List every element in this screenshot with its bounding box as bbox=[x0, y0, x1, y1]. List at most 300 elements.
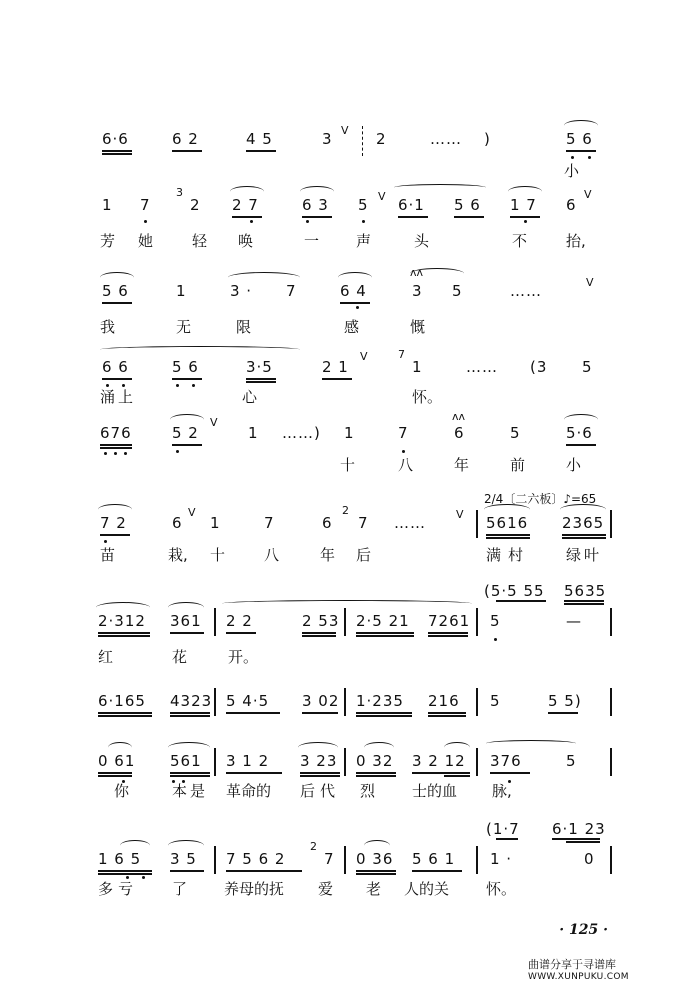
lyric: 八 bbox=[398, 456, 414, 474]
staff-line-9 bbox=[0, 752, 680, 824]
underline bbox=[428, 715, 466, 717]
underline bbox=[98, 873, 152, 875]
barline bbox=[476, 608, 478, 636]
lyric: 本 bbox=[172, 782, 188, 800]
underline bbox=[246, 381, 276, 383]
note: 6 bbox=[454, 424, 465, 442]
underline bbox=[302, 632, 336, 634]
barline bbox=[214, 748, 216, 776]
underline bbox=[300, 772, 340, 774]
note: 3 bbox=[412, 282, 423, 300]
underline bbox=[566, 444, 596, 446]
note-group: 2365 bbox=[562, 514, 605, 532]
trill-mark: ʌʌ bbox=[452, 410, 466, 423]
close-paren: ) bbox=[484, 130, 491, 148]
lyric: 前 bbox=[510, 456, 526, 474]
staff-line-7 bbox=[0, 582, 680, 684]
underline bbox=[170, 715, 210, 717]
octave-dot bbox=[144, 220, 147, 223]
note-group: 4323 bbox=[170, 692, 213, 710]
underline bbox=[170, 632, 204, 634]
note: 1 · bbox=[490, 850, 513, 868]
lyric: 苗 bbox=[100, 546, 116, 564]
underline bbox=[98, 635, 150, 637]
underline bbox=[428, 632, 468, 634]
note: 1 bbox=[176, 282, 187, 300]
underline bbox=[98, 712, 152, 714]
note-group: (1·7 bbox=[486, 820, 520, 838]
grace-note: 2 bbox=[342, 504, 350, 517]
barline bbox=[214, 846, 216, 874]
note-group: 216 bbox=[428, 692, 460, 710]
slur bbox=[222, 600, 472, 607]
lyric: 怀。 bbox=[486, 880, 517, 898]
note-group: 6·6 bbox=[102, 130, 129, 148]
watermark-title: 曲谱分享于寻谱库 bbox=[528, 958, 616, 971]
underline bbox=[490, 772, 530, 774]
barline bbox=[344, 608, 346, 636]
lyric: 怀。 bbox=[412, 388, 443, 406]
lyric: 年 bbox=[320, 546, 336, 564]
underline bbox=[340, 302, 370, 304]
slur bbox=[338, 272, 372, 283]
underline bbox=[98, 772, 132, 774]
ellipsis: …… bbox=[430, 130, 462, 148]
slur bbox=[564, 414, 598, 425]
barline bbox=[610, 846, 612, 874]
lyric: 代 bbox=[320, 782, 336, 800]
octave-dot bbox=[306, 220, 309, 223]
note: 7 bbox=[286, 282, 297, 300]
note-group: 5635 bbox=[564, 582, 607, 600]
slur bbox=[394, 184, 486, 191]
watermark-url: WWW.XUNPUKU.COM bbox=[528, 972, 629, 982]
note-group: 361 bbox=[170, 612, 202, 630]
lyric: 人的关 bbox=[404, 880, 450, 898]
underline bbox=[170, 772, 210, 774]
octave-dot bbox=[104, 452, 107, 455]
octave-dot bbox=[114, 452, 117, 455]
slur bbox=[100, 272, 134, 283]
underline bbox=[302, 216, 332, 218]
note: 7 bbox=[324, 850, 335, 868]
lyric: 抬, bbox=[566, 232, 586, 250]
lyric: 芳 bbox=[100, 232, 116, 250]
lyric: 小 bbox=[564, 162, 580, 180]
underline bbox=[486, 534, 530, 536]
slur bbox=[100, 346, 300, 353]
note-group: 3 23 bbox=[300, 752, 338, 770]
lyric: 年 bbox=[454, 456, 470, 474]
slur bbox=[560, 504, 606, 515]
lyric: 后 bbox=[356, 546, 372, 564]
note-group: 1·235 bbox=[356, 692, 404, 710]
note-group: 2 1 bbox=[322, 358, 349, 376]
barline bbox=[214, 688, 216, 716]
underline bbox=[172, 378, 202, 380]
note: 6 bbox=[566, 196, 577, 214]
slur bbox=[364, 742, 394, 753]
lyric: 满 bbox=[486, 546, 502, 564]
barline bbox=[476, 748, 478, 776]
slur bbox=[484, 504, 530, 515]
note: 5 bbox=[510, 424, 521, 442]
underline bbox=[102, 302, 132, 304]
note-group: 2·312 bbox=[98, 612, 146, 630]
note: 7 bbox=[358, 514, 369, 532]
staff-line-5 bbox=[0, 410, 680, 496]
slur bbox=[508, 186, 542, 197]
underline bbox=[98, 870, 152, 872]
slur bbox=[228, 272, 300, 283]
note-group: 3 · bbox=[230, 282, 253, 300]
underline bbox=[98, 632, 150, 634]
underline bbox=[322, 378, 352, 380]
note-group: 2 2 bbox=[226, 612, 253, 630]
note-group: 5 5) bbox=[548, 692, 582, 710]
underline bbox=[444, 775, 470, 777]
breath-mark: V bbox=[360, 350, 368, 363]
lyric: 限 bbox=[236, 318, 252, 336]
slur bbox=[108, 742, 132, 753]
lyric: 后 bbox=[300, 782, 316, 800]
note: 5 bbox=[582, 358, 593, 376]
underline bbox=[226, 712, 280, 714]
underline bbox=[412, 772, 470, 774]
slur bbox=[96, 602, 150, 613]
underline bbox=[356, 632, 414, 634]
barline bbox=[610, 608, 612, 636]
note-group: 5 6 bbox=[102, 282, 129, 300]
note: 5 bbox=[358, 196, 369, 214]
octave-dot bbox=[362, 220, 365, 223]
underline bbox=[98, 775, 132, 777]
barline bbox=[610, 688, 612, 716]
lyric: 感 bbox=[344, 318, 360, 336]
barline bbox=[476, 846, 478, 874]
lyric: 烈 bbox=[360, 782, 376, 800]
lyric: 一 bbox=[304, 232, 320, 250]
page-number: · 125 · bbox=[559, 922, 608, 938]
staff-line-1 bbox=[0, 124, 680, 202]
underline bbox=[510, 216, 540, 218]
note: 2 bbox=[190, 196, 201, 214]
lyric: 小 bbox=[566, 456, 582, 474]
breath-mark: V bbox=[210, 416, 218, 429]
slur bbox=[168, 840, 204, 851]
underline bbox=[102, 378, 132, 380]
slur bbox=[168, 742, 210, 753]
note-group: 5 2 bbox=[172, 424, 199, 442]
lyric: 脉, bbox=[492, 782, 512, 800]
slur bbox=[300, 186, 334, 197]
underline bbox=[486, 537, 530, 539]
staff-line-2 bbox=[0, 186, 680, 268]
octave-dot bbox=[402, 450, 405, 453]
underline bbox=[566, 841, 600, 843]
note-group: 3 02 bbox=[302, 692, 340, 710]
note: (3 bbox=[530, 358, 548, 376]
note-group: 4 5 bbox=[246, 130, 273, 148]
note-group: 7 2 bbox=[100, 514, 127, 532]
staff-line-3 bbox=[0, 266, 680, 354]
slur bbox=[444, 742, 470, 753]
lyric: 花 bbox=[172, 648, 188, 666]
slur bbox=[120, 840, 150, 851]
note-group: 7 5 6 2 bbox=[226, 850, 286, 868]
lyric: 村 bbox=[508, 546, 524, 564]
slur bbox=[168, 602, 204, 613]
underline bbox=[496, 600, 546, 602]
barline bbox=[610, 510, 612, 538]
lyric: 叶 bbox=[584, 546, 600, 564]
note: 5 bbox=[490, 692, 501, 710]
underline bbox=[172, 444, 202, 446]
underline bbox=[562, 534, 606, 536]
octave-dot bbox=[124, 452, 127, 455]
underline bbox=[170, 870, 204, 872]
lyric: 心 bbox=[242, 388, 258, 406]
grace-note: 3 bbox=[176, 186, 184, 199]
note-group: 2·5 21 bbox=[356, 612, 410, 630]
lyric: 轻 bbox=[192, 232, 208, 250]
underline bbox=[246, 150, 276, 152]
note-group: 0 32 bbox=[356, 752, 394, 770]
slur bbox=[98, 504, 132, 515]
octave-dot bbox=[524, 220, 527, 223]
barline bbox=[344, 846, 346, 874]
underline bbox=[226, 772, 282, 774]
lyric: 我 bbox=[100, 318, 116, 336]
breath-mark: V bbox=[188, 506, 196, 519]
underline bbox=[100, 444, 132, 446]
lyric: 爱 bbox=[318, 880, 334, 898]
lyric: 头 bbox=[414, 232, 430, 250]
underline bbox=[428, 635, 468, 637]
note-group: 676 bbox=[100, 424, 132, 442]
octave-dot bbox=[104, 540, 107, 543]
note-group: 6 2 bbox=[172, 130, 199, 148]
underline bbox=[552, 838, 600, 840]
lyric: 养母的抚 bbox=[224, 880, 285, 898]
note-group: 0 36 bbox=[356, 850, 394, 868]
underline bbox=[454, 216, 484, 218]
note-group: 2 bbox=[376, 130, 387, 148]
note-group: 3 2 12 bbox=[412, 752, 466, 770]
underline bbox=[170, 712, 210, 714]
note-group: 6·165 bbox=[98, 692, 146, 710]
underline bbox=[356, 772, 396, 774]
note-group: 5 6 1 bbox=[412, 850, 456, 868]
dashed-barline bbox=[362, 126, 364, 156]
slur bbox=[364, 840, 390, 851]
lyric: 是 bbox=[190, 782, 206, 800]
note-group: 2 7 bbox=[232, 196, 259, 214]
underline bbox=[562, 537, 606, 539]
lyric: 无 bbox=[176, 318, 192, 336]
note: 6 bbox=[322, 514, 333, 532]
lyric: 亏 bbox=[118, 880, 134, 898]
note-group: 3 bbox=[322, 130, 333, 148]
lyric: 慨 bbox=[410, 318, 426, 336]
lyric: 老 bbox=[366, 880, 382, 898]
note-group: 5 6 bbox=[566, 130, 593, 148]
lyric: 涌 bbox=[100, 388, 116, 406]
breath-mark: V bbox=[584, 188, 592, 201]
note: 1 bbox=[248, 424, 259, 442]
underline bbox=[356, 873, 396, 875]
note-group: 0 61 bbox=[98, 752, 136, 770]
underline bbox=[356, 775, 396, 777]
grace-note: 2 bbox=[310, 840, 318, 853]
underline bbox=[356, 712, 412, 714]
note-group: 5 4·5 bbox=[226, 692, 270, 710]
lyric: 她 bbox=[138, 232, 154, 250]
lyric: 唤 bbox=[238, 232, 254, 250]
lyric: 多 bbox=[98, 880, 114, 898]
tempo-marking: 2/4〔二六板〕♪=65 bbox=[484, 492, 597, 506]
octave-dot bbox=[192, 384, 195, 387]
staff-line-6 bbox=[0, 504, 680, 586]
note: 7 bbox=[398, 424, 409, 442]
underline bbox=[226, 632, 256, 634]
octave-dot bbox=[142, 876, 145, 879]
barline bbox=[476, 688, 478, 716]
lyric: 士的血 bbox=[412, 782, 458, 800]
note-group: 6 3 bbox=[302, 196, 329, 214]
note-group: (5·5 55 bbox=[484, 582, 545, 600]
underline bbox=[496, 838, 518, 840]
note: 7 bbox=[264, 514, 275, 532]
underline bbox=[564, 603, 604, 605]
underline bbox=[102, 153, 132, 155]
underline bbox=[566, 150, 596, 152]
lyric: 革命的 bbox=[226, 782, 272, 800]
underline bbox=[100, 447, 132, 449]
lyric: 栽, bbox=[168, 546, 188, 564]
underline bbox=[246, 378, 276, 380]
underline bbox=[548, 712, 578, 714]
note-group: 5 6 bbox=[172, 358, 199, 376]
note: 6 bbox=[172, 514, 183, 532]
slur bbox=[230, 186, 264, 197]
underline bbox=[170, 775, 210, 777]
underline bbox=[172, 150, 202, 152]
breath-mark: V bbox=[456, 508, 464, 521]
octave-dot bbox=[356, 306, 359, 309]
note: 5 bbox=[566, 752, 577, 770]
lyric: 上 bbox=[118, 388, 134, 406]
underline bbox=[398, 216, 428, 218]
note: 5 bbox=[452, 282, 463, 300]
barline bbox=[214, 608, 216, 636]
octave-dot bbox=[176, 450, 179, 453]
ellipsis: …… bbox=[394, 514, 426, 532]
lyric: 开。 bbox=[228, 648, 259, 666]
underline bbox=[356, 870, 396, 872]
note-group: 5 6 bbox=[454, 196, 481, 214]
barline bbox=[610, 748, 612, 776]
note-group: 3·5 bbox=[246, 358, 273, 376]
note-group: 7261 bbox=[428, 612, 471, 630]
lyric: 八 bbox=[264, 546, 280, 564]
note: 1 bbox=[412, 358, 423, 376]
lyric: 十 bbox=[210, 546, 226, 564]
slur bbox=[486, 740, 576, 747]
note-group: 5·6 bbox=[566, 424, 593, 442]
note-group: 6 6 bbox=[102, 358, 129, 376]
underline bbox=[102, 150, 132, 152]
underline bbox=[412, 870, 462, 872]
octave-dot bbox=[588, 156, 591, 159]
note-group: 376 bbox=[490, 752, 522, 770]
note: 7 bbox=[140, 196, 151, 214]
note: 5 bbox=[490, 612, 501, 630]
octave-dot bbox=[494, 638, 497, 641]
note: 1 bbox=[344, 424, 355, 442]
underline bbox=[226, 870, 302, 872]
underline bbox=[356, 635, 414, 637]
underline bbox=[98, 715, 152, 717]
underline bbox=[356, 715, 412, 717]
lyric: 你 bbox=[114, 782, 130, 800]
breath-mark: V bbox=[586, 276, 594, 289]
underline bbox=[302, 635, 336, 637]
lyric: 十 bbox=[340, 456, 356, 474]
note-group: 561 bbox=[170, 752, 202, 770]
underline bbox=[302, 712, 338, 714]
octave-dot bbox=[571, 156, 574, 159]
barline bbox=[344, 748, 346, 776]
note-group: 3 1 2 bbox=[226, 752, 270, 770]
underline bbox=[300, 775, 340, 777]
note-group: 3 5 bbox=[170, 850, 197, 868]
note-group: 5616 bbox=[486, 514, 529, 532]
underline bbox=[232, 216, 262, 218]
slur bbox=[170, 414, 204, 425]
barline bbox=[476, 510, 478, 538]
ellipsis-paren: ……) bbox=[282, 424, 321, 442]
underline bbox=[100, 534, 130, 536]
lyric: 声 bbox=[356, 232, 372, 250]
note-group: 1 7 bbox=[510, 196, 537, 214]
rest: 0 bbox=[584, 850, 595, 868]
breath-mark: V bbox=[341, 124, 349, 137]
lyric: 绿 bbox=[566, 546, 582, 564]
lyric: 了 bbox=[172, 880, 188, 898]
octave-dot bbox=[176, 384, 179, 387]
ellipsis: …… bbox=[510, 282, 542, 300]
breath-mark: V bbox=[378, 190, 386, 203]
barline bbox=[344, 688, 346, 716]
note: 1 bbox=[210, 514, 221, 532]
slur bbox=[564, 120, 598, 131]
note-group: 1 6 5 bbox=[98, 850, 142, 868]
staff-line-10 bbox=[0, 820, 680, 922]
note: 1 bbox=[102, 196, 113, 214]
dash: — bbox=[566, 612, 582, 630]
lyric: 红 bbox=[98, 648, 114, 666]
lyric: 不 bbox=[512, 232, 528, 250]
octave-dot bbox=[250, 220, 253, 223]
slur bbox=[298, 742, 338, 753]
underline bbox=[428, 712, 466, 714]
watermark bbox=[528, 958, 629, 984]
grace-note: 7 bbox=[398, 348, 406, 361]
trill-mark: ʌʌ bbox=[410, 266, 424, 279]
note-group: 6 4 bbox=[340, 282, 367, 300]
note-group: 2 53 bbox=[302, 612, 340, 630]
